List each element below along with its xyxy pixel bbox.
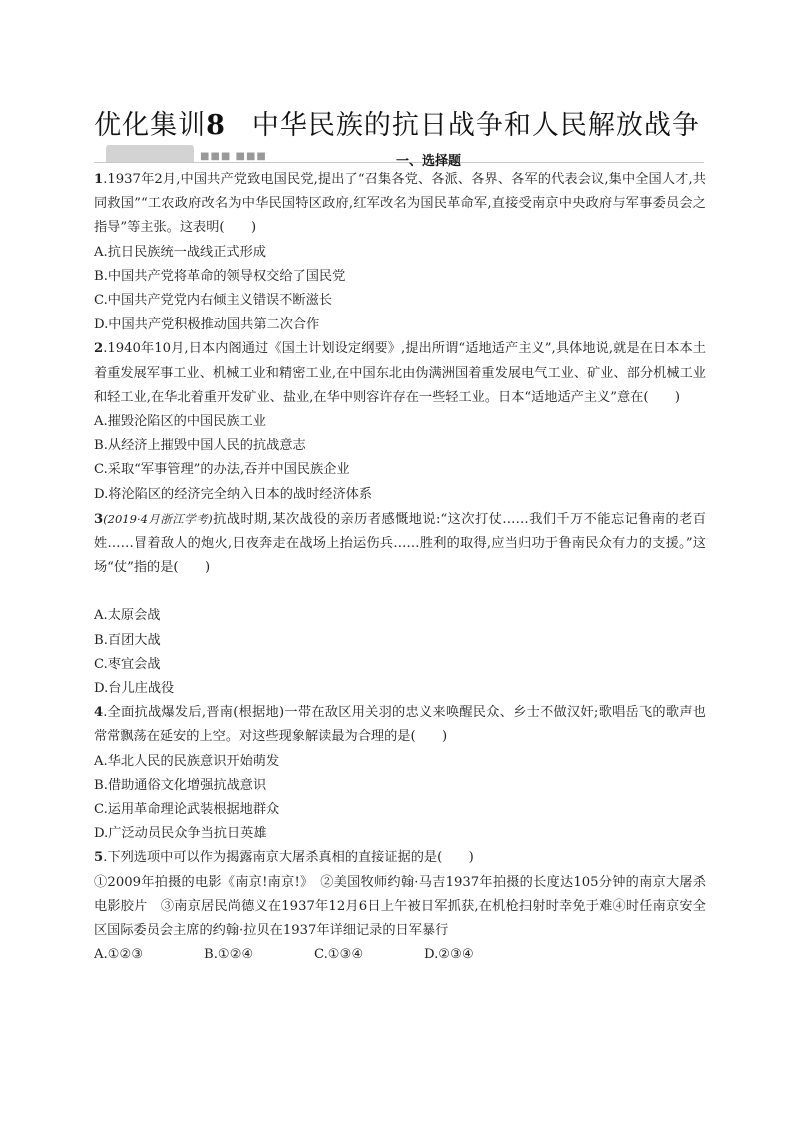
title-prefix: 优化集训	[94, 110, 207, 141]
option-5d: D.②③④	[424, 947, 474, 963]
question-1: 1.1937年2月,中国共产党致电国民党,提出了“召集各党、各派、各界、各军的代表会议,集中全国人才,共同救国”“工农政府改名为中华民国特区政府,红军改名为国民革命军,直接受南京中央政府与军事委员会之指导”等主张。这表明( )	[94, 172, 706, 236]
option-5c: C.①③④	[314, 947, 364, 963]
header-tab-shape	[106, 145, 194, 163]
option-4c: C.运用革命理论武装根据地群众	[94, 802, 280, 818]
dots-icon: ■■■ ■■■	[200, 151, 267, 162]
option-2a: A.摧毁沦陷区的中国民族工业	[94, 414, 266, 430]
option-2c: C.采取“军事管理”的办法,吞并中国民族企业	[94, 462, 350, 478]
question-5-material: ①2009年拍摄的电影《南京!南京!》 ②美国牧师约翰·马吉1937年拍摄的长度达105分钟的南京大屠杀电影胶片 ③南京居民尚德义在1937年12月6日上午被日军抓获,在机枪扫射时幸免于难④时任南京安全区国际委员会主席的约翰·拉贝在1937年详细记录的日军暴行	[94, 874, 706, 939]
page-title	[0, 103, 794, 142]
option-1d: D.中国共产党积极推动国共第二次合作	[94, 317, 320, 333]
option-5b: B.①②④	[204, 947, 254, 963]
question-4: 4.全面抗战爆发后,晋南(根据地)一带在敌区用关羽的忠义来唤醒民众、乡士不做汉奸;歌唱岳飞的歌声也常常飘荡在延安的上空。对这些现象解读最为合理的是( )	[94, 705, 706, 745]
option-3c: C.枣宜会战	[94, 656, 161, 672]
section-title: 一、选择题	[396, 154, 462, 169]
question-5: 5.下列选项中可以作为揭露南京大屠杀真相的直接证据的是( )	[94, 850, 474, 866]
option-4a: A.华北人民的民族意识开始萌发	[94, 753, 280, 769]
question-3: 3(2019·4月浙江学考)抗战时期,某次战役的亲历者感慨地说:“这次打仗……我们千万不能忘记鲁南的老百姓……冒着敌人的炮火,日夜奔走在战场上抬运伤兵……胜利的取得,应当归功于鲁南民众有力的支援。”这场“仗”指的是( )	[94, 511, 706, 576]
question-list	[94, 168, 706, 968]
option-3b: B.百团大战	[94, 632, 161, 648]
option-4d: D.广泛动员民众争当抗日英雄	[94, 826, 267, 842]
option-row-5	[94, 943, 706, 967]
question-2: 2.1940年10月,日本内阁通过《国土计划设定纲要》,提出所谓“适地适产主义”,具体地说,就是在日本本土着重发展军事工业、机械工业和精密工业,在中国东北由伪满洲国着重发展电气工业、矿业、部分机械工业和轻工业,在华北着重开发矿业、盐业,在华中则容许存在一些轻工业。日本“适地适产主义”意在( )	[94, 341, 706, 405]
title-number: 8	[206, 110, 226, 141]
option-1b: B.中国共产党将革命的领导权交给了国民党	[94, 268, 346, 284]
title-topic: 中华民族的抗日战争和人民解放战争	[251, 110, 700, 141]
option-3d: D.台儿庄战役	[94, 681, 175, 697]
option-4b: B.借助通俗文化增强抗战意识	[94, 777, 267, 793]
option-5a: A.①②③	[94, 947, 144, 963]
option-1c: C.中国共产党党内右倾主义错误不断滋长	[94, 293, 332, 309]
option-2d: D.将沦陷区的经济完全纳入日本的战时经济体系	[94, 486, 373, 502]
option-2b: B.从经济上摧毁中国人民的抗战意志	[94, 438, 306, 454]
question-source: (2019·4月浙江学考)	[103, 511, 213, 526]
option-3a: A.太原会战	[94, 608, 161, 624]
option-1a: A.抗日民族统一战线正式形成	[94, 244, 266, 260]
